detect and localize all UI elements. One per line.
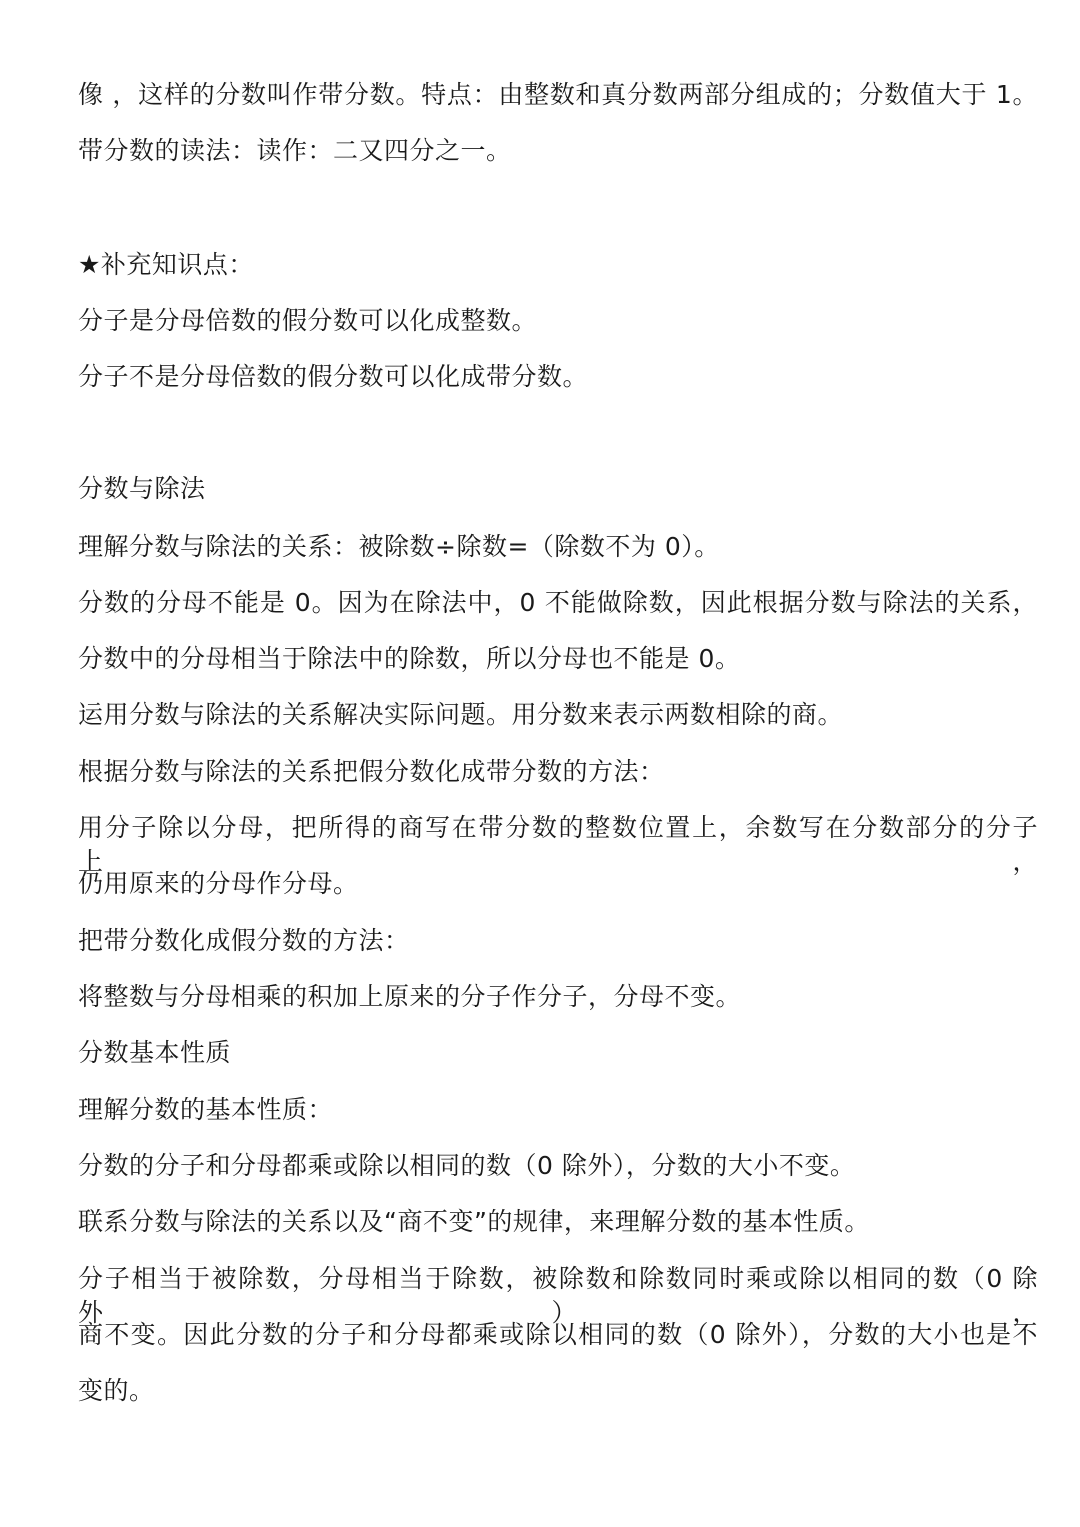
text-line-15: 将整数与分母相乘的积加上原来的分子作分子，分母不变。	[78, 982, 742, 1011]
text-line-1: 像 ，这样的分数叫作带分数。特点：由整数和真分数两部分组成的；分数值大于 1。	[78, 80, 1038, 109]
text-line-11: 根据分数与除法的关系把假分数化成带分数的方法：	[78, 757, 665, 786]
text-line-17: 理解分数的基本性质：	[78, 1095, 334, 1124]
text-line-18: 分数的分子和分母都乘或除以相同的数（0 除外），分数的大小不变。	[78, 1151, 856, 1180]
text-line-12: 用分子除以分母，把所得的商写在带分数的整数位置上，余数写在分数部分的分子上，	[78, 813, 1038, 876]
text-line-22: 变的。	[78, 1376, 155, 1405]
text-line-5: 分子不是分母倍数的假分数可以化成带分数。	[78, 362, 589, 391]
text-line-9: 分数中的分母相当于除法中的除数，所以分母也不能是 0。	[78, 644, 741, 673]
text-line-19: 联系分数与除法的关系以及“商不变”的规律，来理解分数的基本性质。	[78, 1207, 870, 1236]
text-line-7: 理解分数与除法的关系：被除数÷除数=（除数不为 0）。	[78, 532, 720, 561]
text-line-14: 把带分数化成假分数的方法：	[78, 926, 410, 955]
text-line-3: ★补充知识点：	[78, 250, 254, 279]
text-line-4: 分子是分母倍数的假分数可以化成整数。	[78, 306, 538, 335]
text-line-10: 运用分数与除法的关系解决实际问题。用分数来表示两数相除的商。	[78, 700, 844, 729]
text-line-20: 分子相当于被除数，分母相当于除数，被除数和除数同时乘或除以相同的数（0 除外），	[78, 1264, 1038, 1327]
text-line-21: 商不变。因此分数的分子和分母都乘或除以相同的数（0 除外），分数的大小也是不	[78, 1320, 1038, 1349]
section-heading-fraction-division: 分数与除法	[78, 474, 206, 503]
text-line-2: 带分数的读法：读作：二又四分之一。	[78, 136, 512, 165]
text-line-13: 仍用原来的分母作分母。	[78, 869, 359, 898]
text-line-8: 分数的分母不能是 0。因为在除法中，0 不能做除数，因此根据分数与除法的关系，	[78, 588, 1038, 617]
section-heading-basic-property: 分数基本性质	[78, 1038, 232, 1067]
